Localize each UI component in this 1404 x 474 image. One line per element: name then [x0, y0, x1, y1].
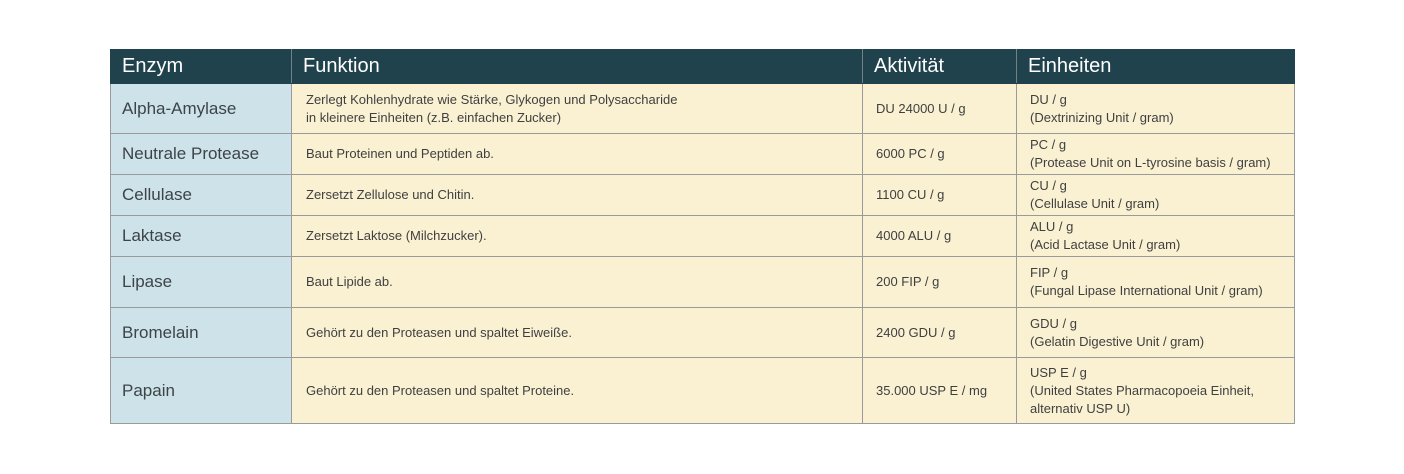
einheit-line: ALU / g [1030, 219, 1074, 234]
table-row [111, 134, 1295, 175]
einheit-line: (Dextrinizing Unit / gram) [1030, 109, 1174, 125]
funktion-line: Zerlegt Kohlenhydrate wie Stärke, Glykogen und Polysaccharide [306, 91, 678, 107]
einheit-cell [1017, 358, 1295, 424]
einheit-line: PC / g [1030, 137, 1067, 152]
funktion-cell [292, 216, 863, 257]
enzyme-table [110, 49, 1295, 424]
table-row [111, 175, 1295, 216]
funktion-cell [292, 257, 863, 308]
enzym-cell: Laktase [111, 216, 292, 257]
einheit-line: USP E / g [1030, 364, 1087, 380]
einheit-line: (Cellulase Unit / gram) [1030, 196, 1160, 211]
funktion-line: Zersetzt Zellulose und Chitin. [306, 187, 475, 202]
table-row [111, 308, 1295, 358]
enzym-cell: Cellulase [111, 175, 292, 216]
aktivitaet-cell: DU 24000 U / g [863, 84, 1017, 134]
einheit-cell [1017, 134, 1295, 175]
aktivitaet-cell: 35.000 USP E / mg [863, 358, 1017, 424]
table-row [111, 216, 1295, 257]
table-row [111, 358, 1295, 424]
aktivitaet-cell: 4000 ALU / g [863, 216, 1017, 257]
einheit-line: (Fungal Lipase International Unit / gram) [1030, 283, 1263, 298]
einheit-cell [1017, 84, 1295, 134]
header-einheiten: Einheiten [1017, 50, 1295, 84]
aktivitaet-cell: 6000 PC / g [863, 134, 1017, 175]
funktion-cell [292, 358, 863, 424]
einheit-cell [1017, 257, 1295, 308]
einheit-line: CU / g [1030, 178, 1067, 193]
aktivitaet-cell: 200 FIP / g [863, 257, 1017, 308]
einheit-line: (United States Pharmacopoeia Einheit, [1030, 382, 1255, 398]
table-row [111, 257, 1295, 308]
enzym-cell: Alpha-Amylase [111, 84, 292, 134]
header-funktion: Funktion [292, 50, 863, 84]
funktion-cell [292, 175, 863, 216]
einheit-line: (Gelatin Digestive Unit / gram) [1030, 333, 1205, 349]
funktion-line: Gehört zu den Proteasen und spaltet Eiweiße. [306, 324, 572, 340]
table-row [111, 84, 1295, 134]
header-aktivitaet: Aktivität [863, 50, 1017, 84]
table-body [111, 84, 1295, 424]
einheit-line: alternativ USP U) [1030, 400, 1131, 416]
enzym-cell: Lipase [111, 257, 292, 308]
funktion-line: Baut Lipide ab. [306, 274, 393, 289]
enzym-cell: Bromelain [111, 308, 292, 358]
enzym-cell: Neutrale Protease [111, 134, 292, 175]
funktion-line: in kleinere Einheiten (z.B. einfachen Zucker) [306, 109, 562, 125]
einheit-line: GDU / g [1030, 315, 1077, 331]
funktion-line: Gehört zu den Proteasen und spaltet Proteine. [306, 382, 575, 398]
funktion-cell [292, 308, 863, 358]
funktion-cell [292, 134, 863, 175]
funktion-line: Zersetzt Laktose (Milchzucker). [306, 228, 487, 243]
einheit-cell [1017, 308, 1295, 358]
einheit-cell [1017, 175, 1295, 216]
aktivitaet-cell: 1100 CU / g [863, 175, 1017, 216]
einheit-cell [1017, 216, 1295, 257]
einheit-line: (Acid Lactase Unit / gram) [1030, 237, 1181, 252]
header-row [111, 50, 1295, 84]
enzym-cell: Papain [111, 358, 292, 424]
table-header [111, 50, 1295, 84]
funktion-cell [292, 84, 863, 134]
einheit-line: FIP / g [1030, 265, 1069, 280]
header-enzym: Enzym [111, 50, 292, 84]
aktivitaet-cell: 2400 GDU / g [863, 308, 1017, 358]
funktion-line: Baut Proteinen und Peptiden ab. [306, 146, 494, 161]
einheit-line: DU / g [1030, 91, 1067, 107]
einheit-line: (Protease Unit on L-tyrosine basis / gram) [1030, 155, 1271, 170]
